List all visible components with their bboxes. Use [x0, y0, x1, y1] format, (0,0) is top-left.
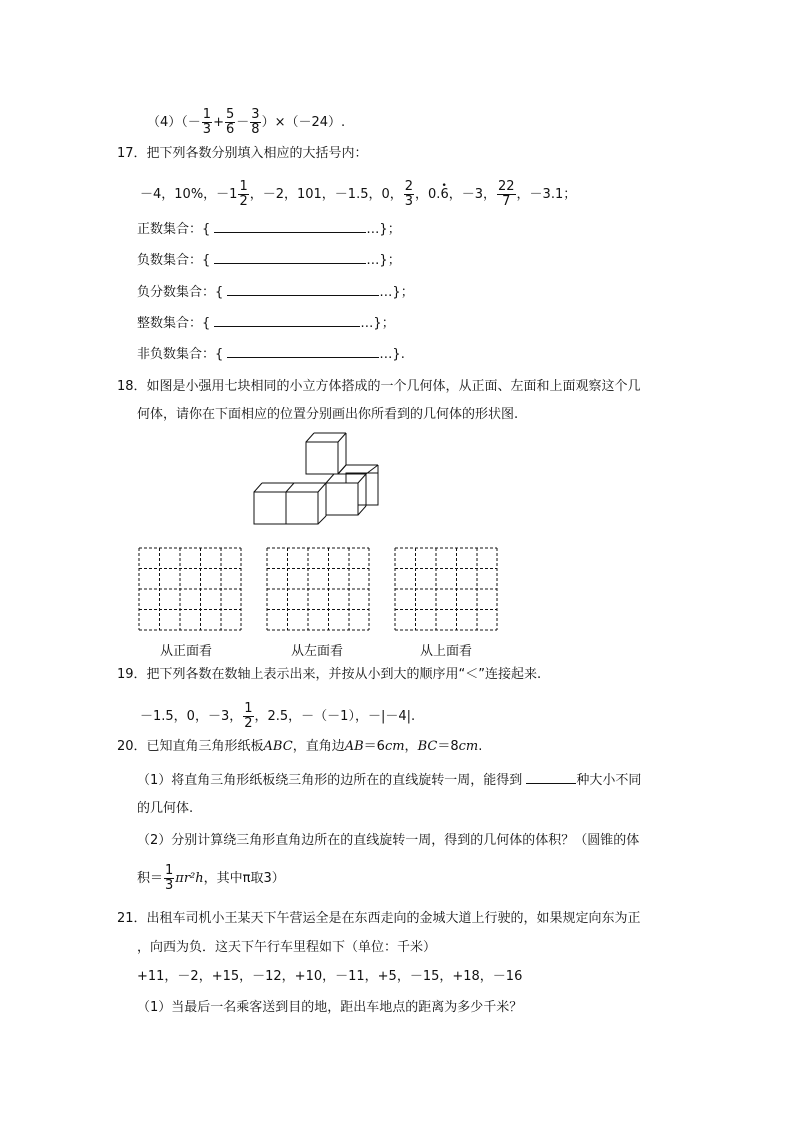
set-negative-fraction: 负分数集合：{ …}； [137, 285, 414, 300]
answer-blank[interactable] [227, 345, 379, 358]
set-nonnegative: 非负数集合：{ …}. [137, 347, 405, 362]
mixed-fraction: $\frac{1}{2}$ [239, 179, 248, 209]
q21-stem-line2: ，向西为负．这天下午行车里程如下（单位：千米） [137, 940, 437, 955]
grid-top-view[interactable] [394, 547, 498, 631]
fraction-1-3: $\frac{1}{3}$ [202, 107, 212, 137]
set-negative: 负数集合：{ …}； [137, 253, 401, 268]
fraction-1-3: $\frac{1}{3}$ [165, 863, 174, 893]
set-positive: 正数集合：{ …}； [137, 222, 401, 237]
q20-part1: （1）将直角三角形纸板绕三角形的边所在的直线旋转一周，能得到 种大小不同 [137, 773, 642, 788]
q21-part1: （1）当最后一名乘客送到目的地，距出车地点的距离为多少千米？ [137, 1000, 523, 1015]
set-integer: 整数集合：{ …}； [137, 316, 395, 331]
fraction-5-6: $\frac{5}{6}$ [225, 107, 235, 137]
cone-volume-formula: πr²h [175, 871, 204, 886]
q20-part2: （2）分别计算绕三角形直角边所在的直线旋转一周，得到的几何体的体积？（圆锥的体 [137, 833, 640, 848]
answer-blank[interactable] [227, 283, 379, 296]
caption-top-view: 从上面看 [420, 644, 473, 659]
grid-left-view[interactable] [266, 547, 370, 631]
q21-stem-line1: 21．出租车司机小王某天下午营运全是在东西走向的金城大道上行驶的，如果规定向东为正 [117, 911, 641, 926]
q18-stem-line1: 18．如图是小强用七块相同的小立方体搭成的一个几何体，从正面、左面和上面观察这个几 [117, 379, 641, 394]
fraction-1-2: $\frac{1}{2}$ [244, 701, 253, 731]
grid-front-view[interactable] [138, 547, 242, 631]
fraction-22-7: $\frac{22}{7}$ [498, 179, 515, 209]
q20-part1-cont: 的几何体. [137, 801, 194, 816]
fraction-2-3: $\frac{2}{3}$ [404, 179, 414, 209]
q18-stem-line2: 何体，请你在下面相应的位置分别画出你所看到的几何体的形状图. [137, 407, 519, 422]
repeating-digit: • 6 [440, 187, 448, 203]
fraction-3-8: $\frac{3}{8}$ [251, 107, 260, 137]
caption-left-view: 从左面看 [291, 644, 344, 659]
answer-blank[interactable] [526, 771, 576, 784]
q20-part2-cont: 积＝ $\frac{1}{3}$ πr²h，其中π取3） [137, 863, 285, 893]
q17-numbers: －4，10%，－1 $\frac{1}{2}$ ，－2，101，－1.5，0， $\frac{2}{3}$ ，0.• 6，－3， $\frac{22}{7}$ ，－3.1； [140, 180, 576, 209]
q21-data: +11，－2，+15，－12，+10，－11，+5，－15，+18，－16 [137, 969, 523, 984]
cube-solid-figure [250, 430, 385, 530]
q17-stem: 17．把下列各数分别填入相应的大括号内： [117, 146, 368, 161]
answer-blank[interactable] [214, 220, 366, 233]
answer-blank[interactable] [214, 251, 366, 264]
q19-numbers: －1.5，0，－3， $\frac{1}{2}$ ，2.5，－（－1），－|－4|. [140, 701, 416, 731]
q16-part4: （4）（－ $\frac{1}{3}$ + $\frac{5}{6}$ － $\frac{3}{8}$ ）×（－24）. [147, 107, 346, 137]
q20-stem: 20．已知直角三角形纸板ABC，直角边AB＝6cm，BC＝8cm. [117, 739, 483, 754]
q19-stem: 19．把下列各数在数轴上表示出来，并按从小到大的顺序用“＜”连接起来. [117, 667, 542, 682]
caption-front-view: 从正面看 [160, 644, 213, 659]
answer-blank[interactable] [214, 314, 360, 327]
